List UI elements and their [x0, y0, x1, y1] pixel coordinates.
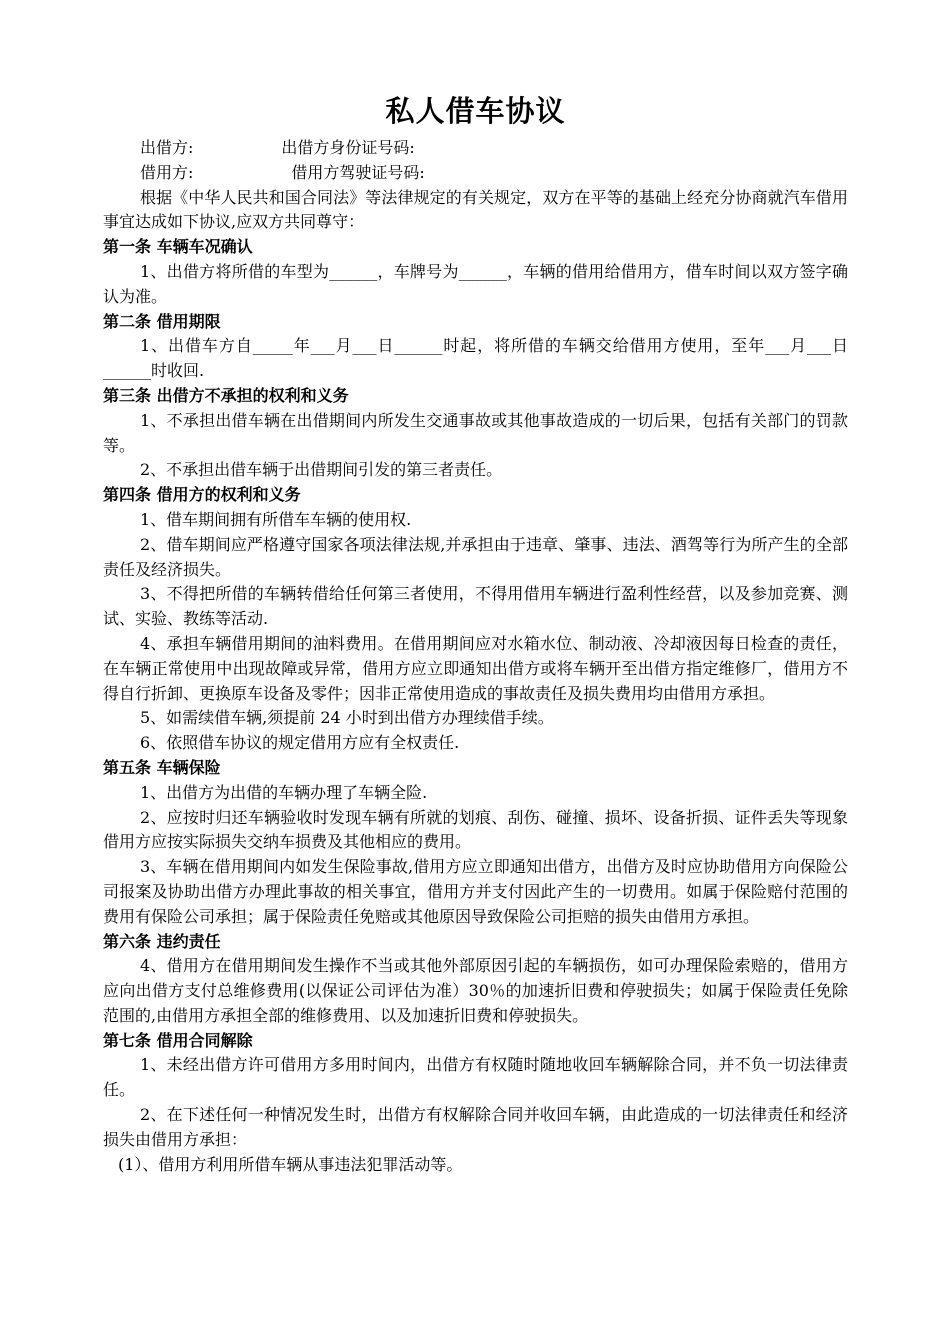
document-title: 私人借车协议	[385, 94, 566, 128]
borrower-label: 借用方:	[140, 162, 194, 182]
article-4-para-4: 4、承担车辆借用期间的油料费用。在借用期间应对水箱水位、制动液、冷却液因每日检查的责任，在车辆正常使用中出现故障或异常，借用方应立即通知出借方或将车辆开至出借方指定维修厂，借用方不得自行折卸、更换原车设备及零件；因非正常使用造成的事故责任及损失费用均由借用方承担。	[103, 633, 848, 703]
article-4-heading: 第四条 借用方的权利和义务	[103, 485, 301, 505]
article-2-para-1: 1、出借车方自_____年___月___日______时起，将所借的车辆交给借用方使用，至年___月___日______时收回.	[103, 336, 848, 381]
article-1-para-1: 1、出借方将所借的车型为______，车牌号为______，车辆的借用给借用方，借车时间以双方签字确认为准。	[103, 261, 848, 306]
article-1-heading: 第一条 车辆车况确认	[103, 237, 253, 257]
article-6-para-1: 4、借用方在借用期间发生操作不当或其他外部原因引起的车辆损伤，如可办理保险索赔的，借用方应向出借方支付总维修费用(以保证公司评估为准）30％的加速折旧费和停驶损失；如属于保险责任免除范围的,由借用方承担全部的维修费用、以及加速折旧费和停驶损失。	[103, 956, 848, 1025]
borrower-line	[103, 161, 848, 186]
article-6-heading: 第六条 违约责任	[103, 931, 221, 951]
article-5-heading: 第五条 车辆保险	[103, 757, 221, 777]
article-3-para-1: 1、不承担出借车辆在出借期间内所发生交通事故或其他事故造成的一切后果，包括有关部门的罚款等。	[103, 410, 848, 455]
preamble: 根据《中华人民共和国合同法》等法律规定的有关规定，双方在平等的基础上经充分协商就汽车借用事宜达成如下协议,应双方共同尊守：	[103, 187, 848, 232]
article-7-para-1: 1、未经出借方许可借用方多用时间内，出借方有权随时随地收回车辆解除合同，并不负一切法律责任。	[103, 1055, 848, 1100]
article-3-para-2: 2、不承担出借车辆于出借期间引发的第三者责任。	[140, 460, 503, 480]
article-5-para-3: 3、车辆在借用期间内如发生保险事故,借用方应立即通知出借方，出借方及时应协助借用方向保险公司报案及协助出借方办理此事故的相关事宜，借用方并支付因此产生的一切费用。如属于保险赔付范围的费用有保险公司承担；属于保险责任免赔或其他原因导致保险公司拒赔的损失由借用方承担。	[103, 857, 848, 926]
article-7-heading: 第七条 借用合同解除	[103, 1030, 253, 1050]
article-2-heading: 第二条 借用期限	[103, 311, 221, 331]
lender-label: 出借方:	[140, 138, 194, 157]
lender-line	[103, 136, 848, 161]
agreement-page	[103, 88, 848, 1177]
clause-item-1: (1）、借用方利用所借车辆从事违法犯罪活动等。	[118, 1154, 463, 1174]
lender-id-label: 出借方身份证号码:	[281, 138, 415, 157]
article-5-para-1: 1、出借方为出借的车辆办理了车辆全险.	[140, 782, 428, 802]
article-4-para-3: 3、不得把所借的车辆转借给任何第三者使用，不得用借用车辆进行盈利性经营，以及参加竞赛、测试、实验、教练等活动.	[103, 584, 848, 629]
borrower-license-label: 借用方驾驶证号码:	[291, 162, 425, 182]
article-4-para-1: 1、借车期间拥有所借车车辆的使用权.	[140, 509, 412, 529]
article-7-para-2: 2、在下述任何一种情况发生时，出借方有权解除合同并收回车辆，由此造成的一切法律责任和经济损失由借用方承担：	[103, 1105, 848, 1149]
article-4-para-5: 5、如需续借车辆,须提前 24 小时到出借方办理续借手续。	[140, 708, 554, 728]
article-4-para-2: 2、借车期间应严格遵守国家各项法律法规,并承担由于违章、肇事、违法、酒驾等行为所产生的全部责任及经济损失。	[103, 534, 848, 579]
article-5-para-2: 2、应按时归还车辆验收时发现车辆有所就的划痕、刮伤、碰撞、损坏、设备折损、证件丢失等现象借用方应按实际损失交纳车损费及其他相应的费用。	[103, 807, 848, 852]
article-3-heading: 第三条 出借方不承担的权利和义务	[103, 385, 349, 405]
article-4-para-6: 6、依照借车协议的规定借用方应有全权责任.	[140, 733, 460, 753]
